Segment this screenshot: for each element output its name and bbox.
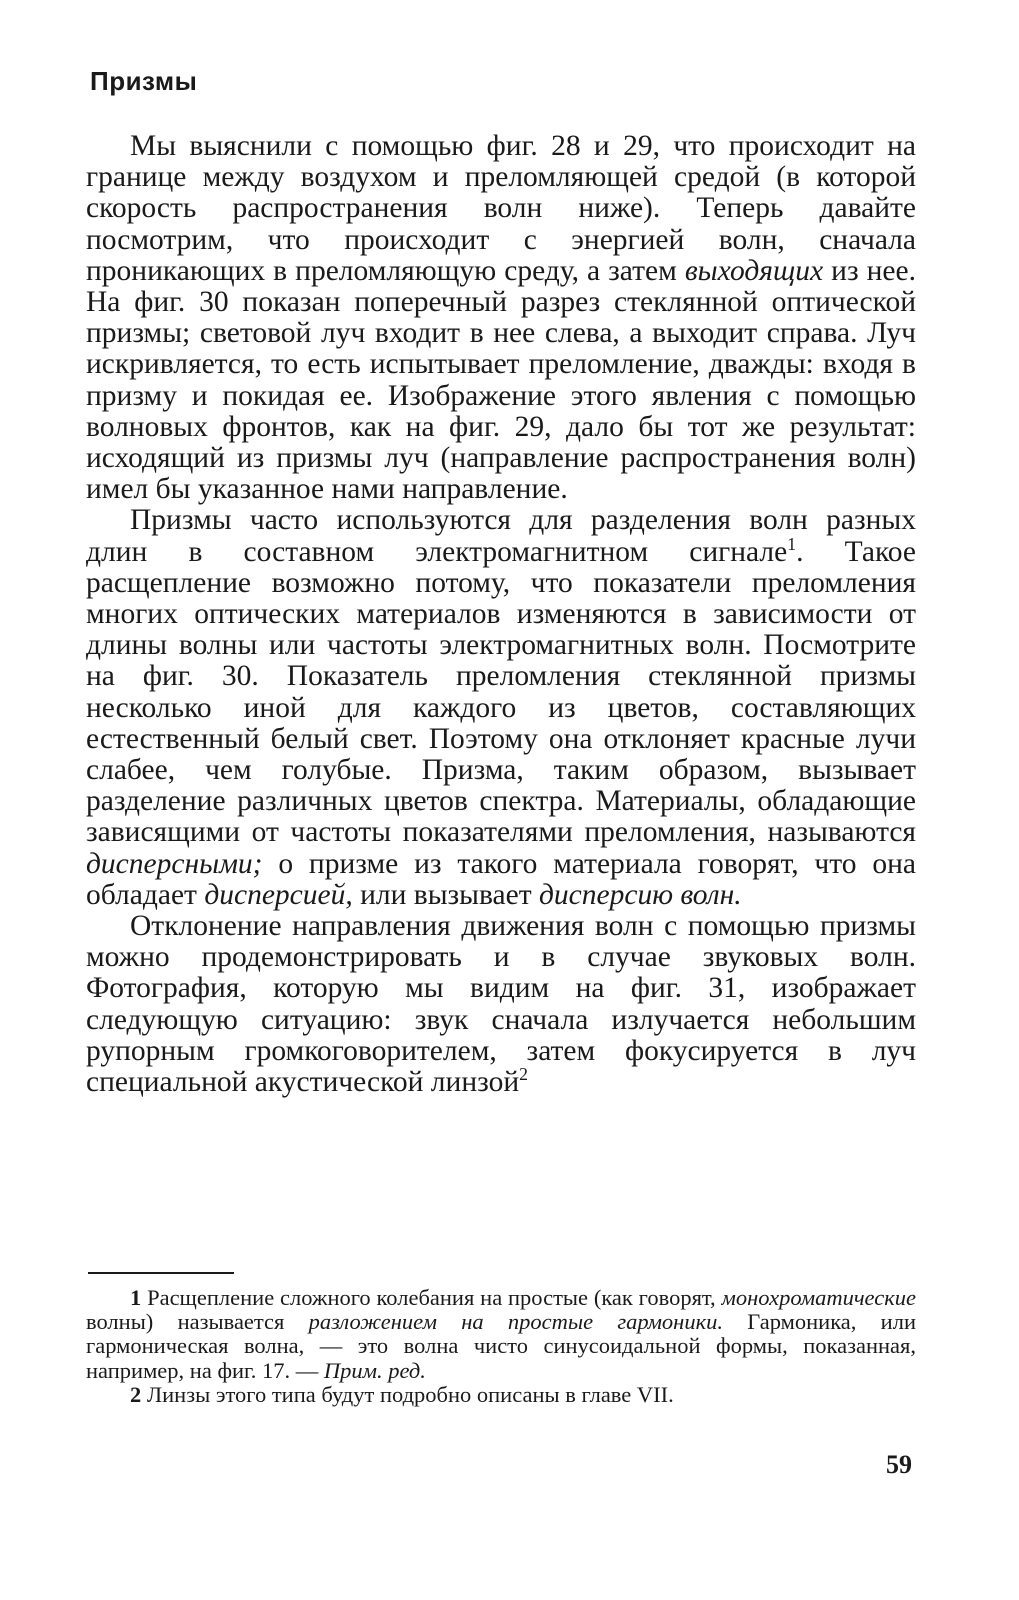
paragraph [86, 505, 916, 911]
paragraph [86, 131, 916, 505]
text-run: Линзы этого типа будут подробно описаны в главе VII. [141, 1381, 674, 1407]
text-run: Расщепление сложного колебания на простые (как говорят, [141, 1285, 722, 1310]
text-run: или вызывает [352, 878, 539, 911]
footnotes [86, 1286, 916, 1407]
footnote-ref: 2 [519, 1064, 528, 1085]
page-number: 59 [886, 1450, 912, 1479]
footnote-number: 1 [130, 1285, 142, 1310]
footnote-ref: 1 [787, 533, 797, 554]
paragraph [86, 911, 916, 1098]
footnote [86, 1286, 916, 1383]
italic-term: разложением на простые гармоники. [308, 1309, 723, 1335]
footnote [86, 1383, 916, 1407]
text-run: волны) называется [86, 1309, 309, 1335]
italic-term: Прим. ред. [323, 1357, 426, 1383]
text-run: из нее. На фиг. 30 показан поперечный разрез стеклянной оптической призмы; световой луч входит в нее слева, а выходит справа. Луч искривляется, то есть испытывает преломление, дважды: входя в призму и покидая ее. Изображение этого явления с помощью волновых фронтов, как на фиг. 29, дало бы тот же результат: исходящий из призмы луч (направление распространения волн) имел бы указанное нами направление. [86, 254, 916, 506]
text-run: Мы выяснили с помощью фиг. 28 и 29, что происходит на границе между воздухом и преломляющей средой (в которой скорость распространения волн ниже). Теперь давайте посмотрим, что происходит с энергией волн, сначала проникающих в преломляющую среду, а затем [86, 130, 916, 287]
text-run: Призмы часто используются для разделения волн разных длин в составном электромагнитном сигнале [86, 504, 916, 568]
text-run: о призме из такого материала говорят, что она обладает [86, 847, 916, 911]
italic-term: дисперсию волн. [539, 878, 742, 911]
italic-term: дисперсными; [86, 847, 263, 880]
italic-term: дисперсией, [204, 878, 353, 911]
italic-term: монохроматические [721, 1285, 916, 1310]
text-run: Отклонение направления движения волн с помощью призмы можно продемонстрировать и в случае звуковых волн. Фотография, которую мы видим на фиг. 31, изображает следующую ситуацию: звук сначала излучается небольшим рупорным громкоговорителем, затем фокусируется в луч специальной акустической линзой [86, 910, 916, 1099]
footnote-number: 2 [130, 1381, 142, 1407]
body-text [86, 131, 916, 1098]
text-run: Гармоника, или гармоническая волна, — это волна чисто синусоидальной формы, показанная, например, на фиг. 17. — [86, 1309, 916, 1383]
italic-term: выходящих [684, 254, 824, 287]
section-heading: Призмы [90, 66, 198, 96]
footnote-divider [88, 1272, 234, 1274]
text-run: . Такое расщепление возможно потому, что показатели преломления многих оптических материалов изменяются в зависимости от длины волны или частоты электромагнитных волн. Посмотрите на фиг. 30. Показатель преломления стеклянной призмы несколько иной для каждого из цветов, составляющих естественный белый свет. Поэтому она отклоняет красные лучи слабее, чем голубые. Призма, таким образом, вызывает разделение различных цветов спектра. Материалы, обладающие зависящими от частоты показателями преломления, называются [86, 535, 917, 849]
